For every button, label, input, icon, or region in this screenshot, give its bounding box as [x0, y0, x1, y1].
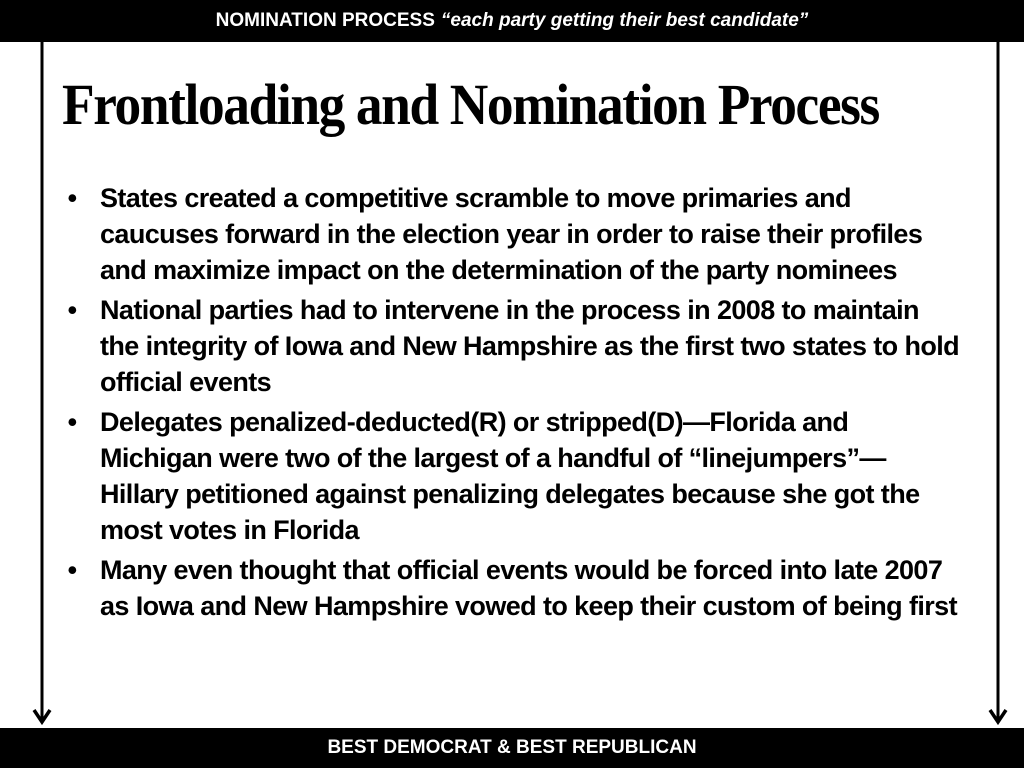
header-section: NOMINATION PROCESS — [215, 10, 435, 31]
bullet-list — [62, 180, 962, 628]
bullet-text: Delegates penalized-deducted(R) or stripped(D)—Florida and Michigan were two of the largest of a handful of “linejumpers”—Hillary petitioned against penalizing delegates because she got the most votes in Florida — [100, 407, 920, 545]
bullet-dot-icon: • — [67, 555, 77, 585]
bullet-dot-icon: • — [67, 407, 77, 437]
bullet-dot-icon: • — [67, 295, 77, 325]
bullet-dot-icon: • — [67, 183, 77, 213]
slide-title: Frontloading and Nomination Process — [62, 72, 879, 137]
footer-text: BEST DEMOCRAT & BEST REPUBLICAN — [327, 737, 697, 758]
footer-bar — [0, 728, 1024, 768]
header-tagline: “each party getting their best candidate” — [440, 10, 809, 31]
right-arrow-down-icon — [988, 42, 1008, 728]
bullet-item — [62, 552, 962, 624]
bullet-text: States created a competitive scramble to move primaries and caucuses forward in the election year in order to raise their profiles and maximize impact on the determination of the party nominees — [100, 183, 923, 285]
left-arrow-down-icon — [32, 42, 52, 728]
bullet-text: National parties had to intervene in the process in 2008 to maintain the integrity of Iowa and New Hampshire as the first two states to hold official events — [100, 295, 960, 397]
bullet-text: Many even thought that official events would be forced into late 2007 as Iowa and New Hampshire vowed to keep their custom of being first — [100, 555, 957, 621]
header-bar — [0, 0, 1024, 42]
bullet-item — [62, 180, 962, 288]
bullet-item — [62, 404, 962, 548]
bullet-item — [62, 292, 962, 400]
